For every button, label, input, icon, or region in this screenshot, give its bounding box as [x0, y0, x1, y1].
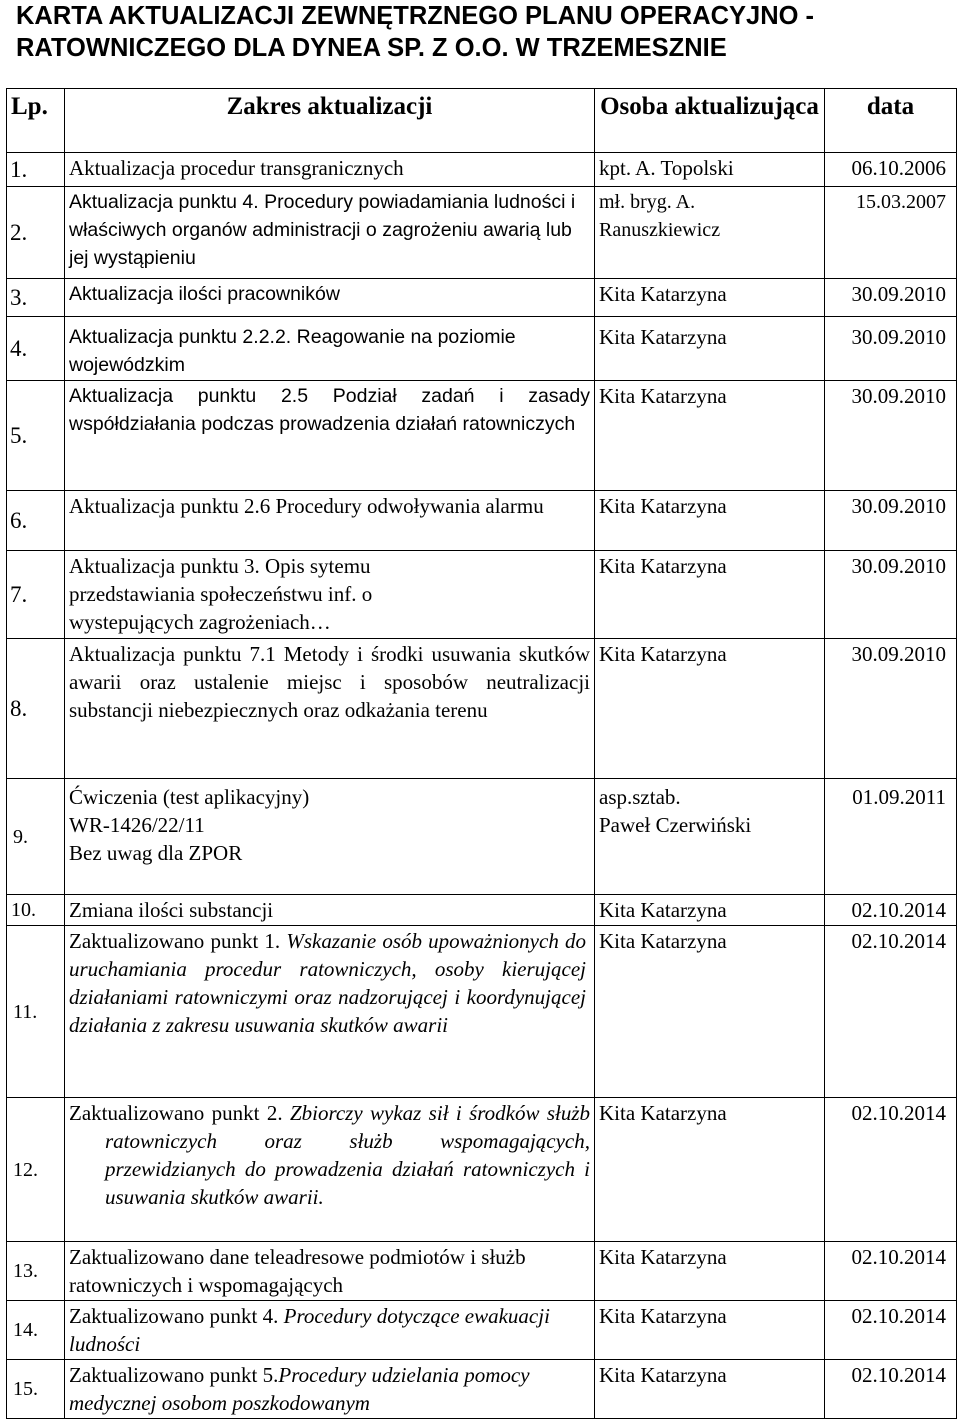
row-zakres — [65, 1360, 595, 1419]
row-osoba: Kita Katarzyna — [595, 639, 825, 779]
table-row — [7, 895, 957, 926]
row-data: 30.09.2010 — [825, 551, 957, 639]
table-row — [7, 926, 957, 1098]
table-row — [7, 1242, 957, 1301]
row-data: 30.09.2010 — [825, 639, 957, 779]
row-number: 1. — [7, 153, 65, 187]
table-row — [7, 551, 957, 639]
osoba-line: Paweł Czerwiński — [599, 813, 752, 837]
row-number: 11. — [7, 926, 65, 1098]
row-data: 02.10.2014 — [825, 895, 957, 926]
row-osoba: mł. bryg. A. Ranuszkiewicz — [595, 187, 825, 279]
row-number: 7. — [7, 551, 65, 639]
row-zakres — [65, 1098, 595, 1242]
row-data: 02.10.2014 — [825, 1098, 957, 1242]
row-osoba: Kita Katarzyna — [595, 551, 825, 639]
document-title: KARTA AKTUALIZACJI ZEWNĘTRZNEGO PLANU OPERACYJNO - RATOWNICZEGO DLA DYNEA SP. Z O.O. W TRZEMESZNIE — [16, 2, 815, 62]
zakres-line: WR-1426/22/11 — [69, 813, 205, 837]
table-row — [7, 317, 957, 381]
zakres-prefix: Zaktualizowano punkt 5. — [69, 1363, 279, 1387]
zakres-italic: Wskazanie osób upoważnionych do uruchamiania procedur ratowniczych, osoby kierującej działaniami ratowniczymi oraz nadzorującej i koordynującej działania z zakresu usuwania skutków awarii — [69, 929, 586, 1037]
row-zakres: Aktualizacja punktu 3. Opis sytemu przedstawiania społeczeństwu inf. o wystepujących zagrożeniach… — [65, 551, 595, 639]
zakres-prefix: Zaktualizowano punkt 4. — [69, 1304, 284, 1328]
header-lp: Lp. — [7, 89, 65, 153]
row-number: 6. — [7, 491, 65, 551]
row-number: 3. — [7, 279, 65, 317]
row-osoba — [595, 779, 825, 895]
row-zakres: Aktualizacja punktu 7.1 Metody i środki usuwania skutków awarii oraz ustalenie miejsc i sposobów neutralizacji substancji niebezpiecznych oraz odkażania terenu — [65, 639, 595, 779]
row-number: 13. — [7, 1242, 65, 1301]
row-zakres: Aktualizacja ilości pracowników — [65, 279, 595, 317]
row-zakres: Aktualizacja procedur transgranicznych — [65, 153, 595, 187]
row-osoba: Kita Katarzyna — [595, 1242, 825, 1301]
row-number: 10. — [7, 895, 65, 926]
row-osoba: Kita Katarzyna — [595, 1360, 825, 1419]
row-zakres: Aktualizacja punktu 2.6 Procedury odwoływania alarmu — [65, 491, 595, 551]
zakres-prefix: Zaktualizowano punkt 1. — [69, 929, 287, 953]
row-zakres — [65, 1301, 595, 1360]
row-osoba: Kita Katarzyna — [595, 491, 825, 551]
row-osoba: kpt. A. Topolski — [595, 153, 825, 187]
header-osoba: Osoba aktualizująca — [595, 89, 825, 153]
osoba-line: asp.sztab. — [599, 785, 681, 809]
zakres-italic: Procedury dotyczące ewakuacji ludności — [69, 1304, 550, 1356]
table-row — [7, 1098, 957, 1242]
table-row — [7, 381, 957, 491]
row-data: 02.10.2014 — [825, 1360, 957, 1419]
row-data: 30.09.2010 — [825, 279, 957, 317]
row-data: 06.10.2006 — [825, 153, 957, 187]
row-data: 01.09.2011 — [825, 779, 957, 895]
row-zakres: Aktualizacja punktu 2.2.2. Reagowanie na poziomie wojewódzkim — [65, 317, 595, 381]
row-zakres: Zaktualizowano dane teleadresowe podmiotów i służb ratowniczych i wspomagających — [65, 1242, 595, 1301]
row-osoba: Kita Katarzyna — [595, 1098, 825, 1242]
row-data: 30.09.2010 — [825, 317, 957, 381]
table-row — [7, 1301, 957, 1360]
zakres-italic: Procedury udzielania pomocy medycznej osobom poszkodowanym — [69, 1363, 530, 1415]
row-number: 12. — [7, 1098, 65, 1242]
table-row — [7, 187, 957, 279]
header-zakres: Zakres aktualizacji — [65, 89, 595, 153]
zakres-line: Bez uwag dla ZPOR — [69, 841, 243, 865]
update-table — [6, 88, 957, 1419]
row-data: 02.10.2014 — [825, 926, 957, 1098]
header-data: data — [825, 89, 957, 153]
header-row — [7, 89, 957, 153]
row-data: 02.10.2014 — [825, 1301, 957, 1360]
zakres-prefix: Zaktualizowano punkt 2. — [69, 1101, 290, 1125]
table-row — [7, 779, 957, 895]
row-number: 14. — [7, 1301, 65, 1360]
row-data: 30.09.2010 — [825, 381, 957, 491]
row-number: 2. — [7, 187, 65, 279]
table-row — [7, 279, 957, 317]
row-zakres: Zmiana ilości substancji — [65, 895, 595, 926]
row-number: 4. — [7, 317, 65, 381]
table-row — [7, 639, 957, 779]
table-row — [7, 491, 957, 551]
zakres-italic: Zbiorczy wykaz sił i środków służb ratowniczych oraz służb wspomagających, przewidzianych do prowadzenia działań ratowniczych i usuwania skutków awarii. — [105, 1101, 590, 1209]
row-osoba: Kita Katarzyna — [595, 1301, 825, 1360]
row-data: 15.03.2007 — [825, 187, 957, 279]
table-row — [7, 1360, 957, 1419]
row-data: 02.10.2014 — [825, 1242, 957, 1301]
row-zakres: Aktualizacja punktu 4. Procedury powiadamiania ludności i właściwych organów administracji o zagrożeniu awarią lub jej wystąpieniu — [65, 187, 595, 279]
row-zakres — [65, 926, 595, 1098]
row-number: 5. — [7, 381, 65, 491]
row-data: 30.09.2010 — [825, 491, 957, 551]
zakres-line: Ćwiczenia (test aplikacyjny) — [69, 785, 310, 809]
row-number: 15. — [7, 1360, 65, 1419]
row-osoba: Kita Katarzyna — [595, 317, 825, 381]
row-osoba: Kita Katarzyna — [595, 279, 825, 317]
row-zakres: Aktualizacja punktu 2.5 Podział zadań i zasady współdziałania podczas prowadzenia działań ratowniczych — [65, 381, 595, 491]
row-osoba: Kita Katarzyna — [595, 381, 825, 491]
row-osoba: Kita Katarzyna — [595, 926, 825, 1098]
row-zakres — [65, 779, 595, 895]
row-number: 9. — [7, 779, 65, 895]
row-osoba: Kita Katarzyna — [595, 895, 825, 926]
table-row — [7, 153, 957, 187]
row-number: 8. — [7, 639, 65, 779]
